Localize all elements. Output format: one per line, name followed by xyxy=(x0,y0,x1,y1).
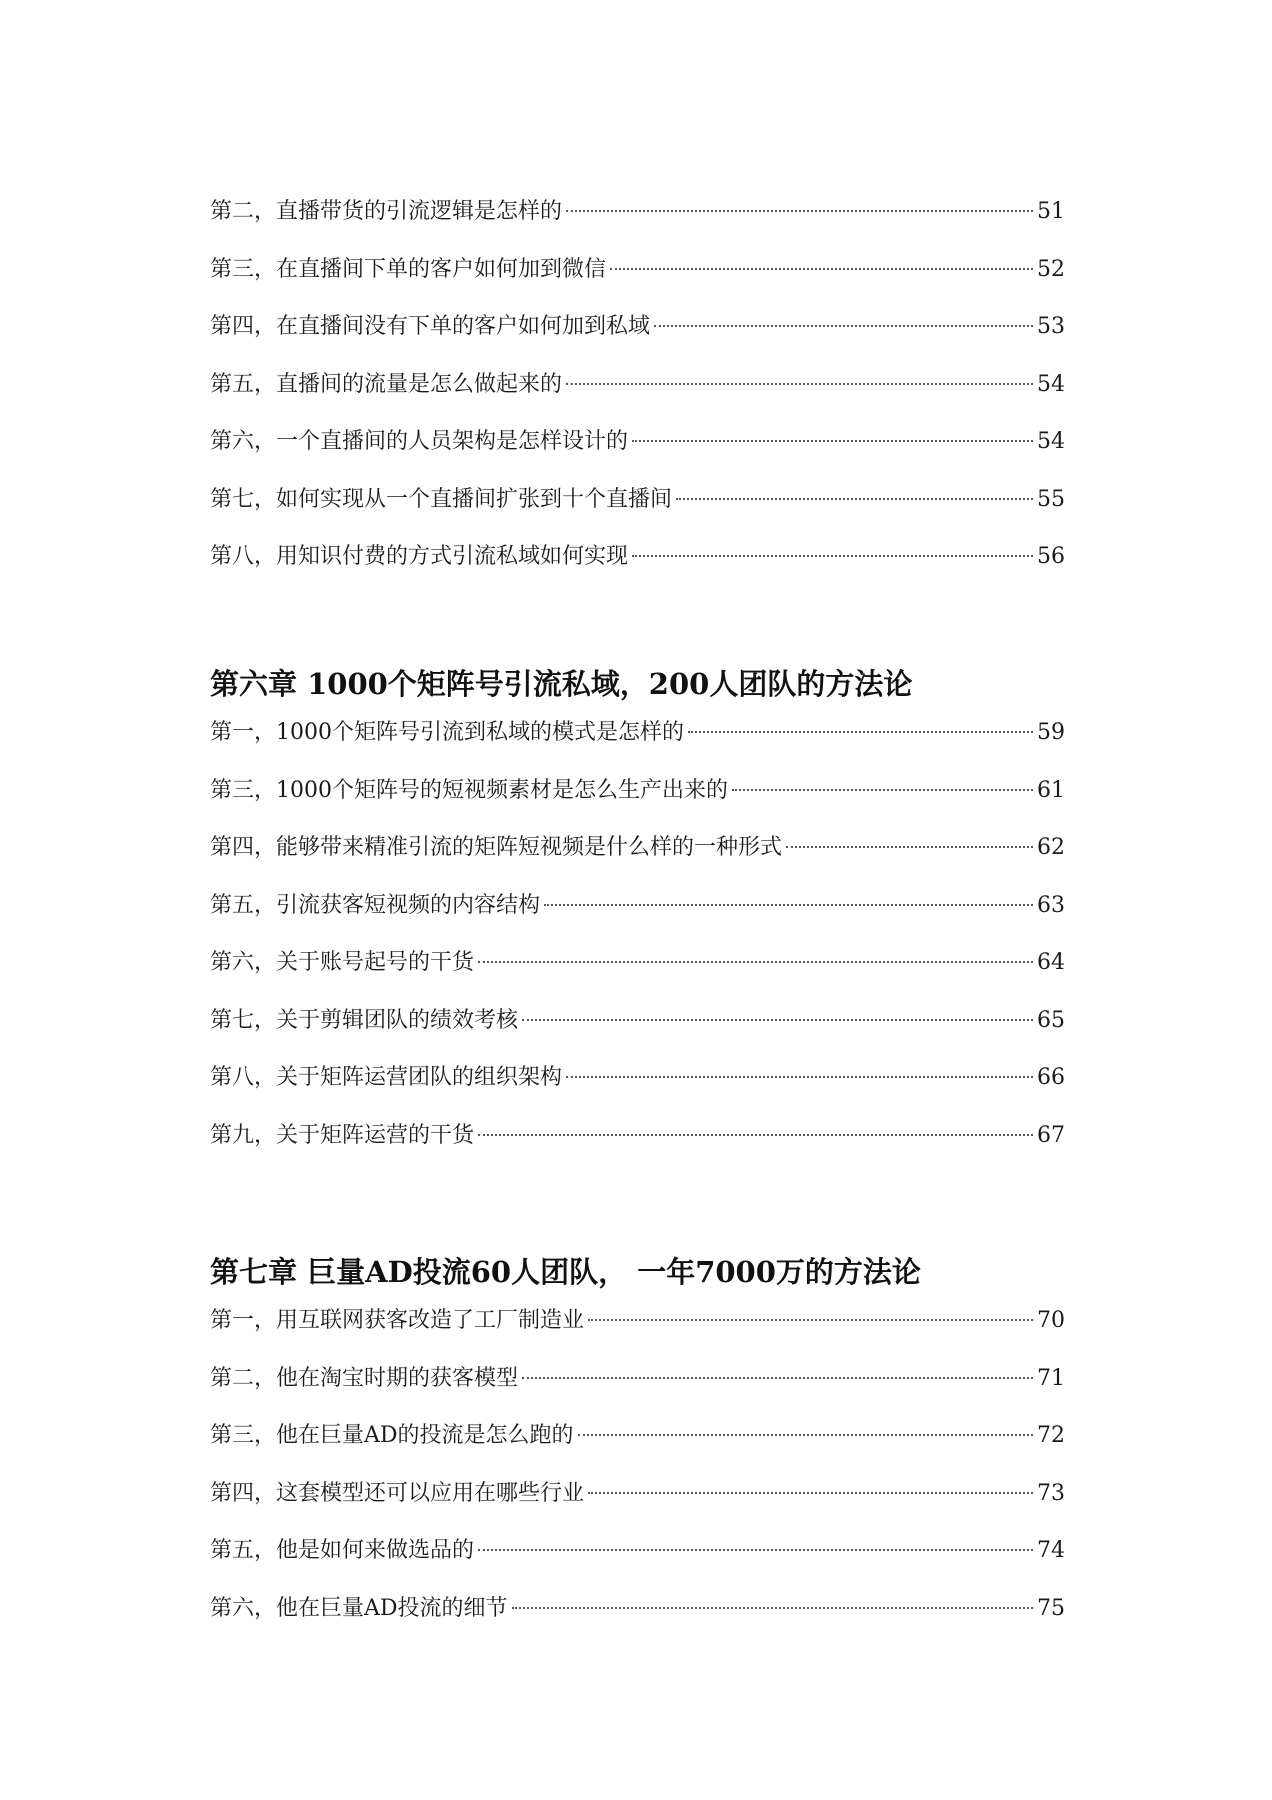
toc-entry[interactable] xyxy=(210,1522,1065,1580)
toc-entry[interactable] xyxy=(210,992,1065,1050)
toc-page-number: 59 xyxy=(1037,720,1065,745)
toc-entry[interactable] xyxy=(210,934,1065,992)
dot-leader xyxy=(786,845,1033,848)
toc-entry-label: 第四，在直播间没有下单的客户如何加到私域 xyxy=(210,314,651,339)
toc-entry-label: 第一，用互联网获客改造了工厂制造业 xyxy=(210,1308,585,1333)
toc-entry-label: 第一，1000个矩阵号引流到私域的模式是怎样的 xyxy=(210,720,684,745)
toc-entry[interactable] xyxy=(210,1049,1065,1107)
toc-entry[interactable] xyxy=(210,298,1065,356)
toc-entry-label: 第八，关于矩阵运营团队的组织架构 xyxy=(210,1065,563,1090)
toc-entry-label: 第五，他是如何来做选品的 xyxy=(210,1538,475,1563)
toc-entry-label: 第三，1000个矩阵号的短视频素材是怎么生产出来的 xyxy=(210,777,728,803)
dot-leader xyxy=(654,324,1033,327)
toc-entry[interactable] xyxy=(210,413,1065,471)
toc-page-number: 67 xyxy=(1037,1122,1065,1148)
toc-entry[interactable] xyxy=(210,528,1065,586)
dot-leader xyxy=(522,1376,1033,1379)
dot-leader xyxy=(632,554,1033,557)
toc-entry[interactable] xyxy=(210,1292,1065,1350)
toc-entry-label: 第二，直播带货的引流逻辑是怎样的 xyxy=(210,199,563,224)
dot-leader xyxy=(522,1018,1033,1021)
chapter-heading[interactable]: 第七章 巨量AD投流60人团队， 一年7000万的方法论 xyxy=(210,1255,921,1289)
toc-entry[interactable] xyxy=(210,704,1065,762)
toc-entry-label: 第三，他在巨量AD的投流是怎么跑的 xyxy=(210,1423,574,1448)
toc-entry-label: 第六，关于账号起号的干货 xyxy=(210,950,475,975)
dot-leader xyxy=(478,1548,1033,1551)
toc-entry[interactable] xyxy=(210,1465,1065,1523)
toc-section-continued xyxy=(210,183,1065,586)
toc-page-number: 62 xyxy=(1037,835,1065,860)
toc-entry[interactable] xyxy=(210,1107,1065,1165)
toc-page-number: 53 xyxy=(1037,314,1065,339)
toc-entry[interactable] xyxy=(210,183,1065,241)
toc-entry-label: 第六，他在巨量AD投流的细节 xyxy=(210,1595,508,1621)
toc-entry-label: 第九，关于矩阵运营的干货 xyxy=(210,1122,475,1148)
toc-entry-label: 第六，一个直播间的人员架构是怎样设计的 xyxy=(210,429,629,454)
toc-section-chapter-6 xyxy=(210,664,1065,1164)
toc-entry[interactable] xyxy=(210,1407,1065,1465)
toc-page-number: 70 xyxy=(1037,1308,1065,1333)
toc-page-number: 72 xyxy=(1037,1423,1065,1448)
toc-page-number: 55 xyxy=(1037,486,1065,512)
dot-leader xyxy=(566,382,1033,385)
toc-entry[interactable] xyxy=(210,471,1065,529)
toc-page-number: 75 xyxy=(1037,1595,1065,1621)
toc-page-number: 74 xyxy=(1037,1538,1065,1563)
dot-leader xyxy=(588,1491,1033,1494)
toc-page-number: 73 xyxy=(1037,1480,1065,1506)
dot-leader xyxy=(610,267,1033,270)
toc-entry-label: 第八，用知识付费的方式引流私域如何实现 xyxy=(210,544,629,569)
dot-leader xyxy=(688,730,1033,733)
dot-leader xyxy=(512,1606,1033,1609)
dot-leader xyxy=(632,439,1033,442)
dot-leader xyxy=(588,1318,1033,1321)
dot-leader xyxy=(732,788,1033,791)
toc-page-number: 54 xyxy=(1037,429,1065,454)
dot-leader xyxy=(478,960,1033,963)
toc-entry-label: 第五，引流获客短视频的内容结构 xyxy=(210,892,541,918)
toc-entry-label: 第四，能够带来精准引流的矩阵短视频是什么样的一种形式 xyxy=(210,835,783,860)
toc-entry[interactable] xyxy=(210,356,1065,414)
toc-page-number: 54 xyxy=(1037,371,1065,397)
toc-entry-label: 第五，直播间的流量是怎么做起来的 xyxy=(210,371,563,397)
toc-page-number: 51 xyxy=(1037,199,1065,224)
toc-entry-label: 第七，关于剪辑团队的绩效考核 xyxy=(210,1007,519,1033)
toc-page-number: 63 xyxy=(1037,892,1065,918)
toc-entry-label: 第七，如何实现从一个直播间扩张到十个直播间 xyxy=(210,486,673,512)
dot-leader xyxy=(478,1133,1033,1136)
toc-page-number: 71 xyxy=(1037,1365,1065,1391)
toc-page-number: 56 xyxy=(1037,544,1065,569)
toc-entry-label: 第三，在直播间下单的客户如何加到微信 xyxy=(210,256,607,282)
toc-page-number: 52 xyxy=(1037,256,1065,282)
toc-entry-label: 第四，这套模型还可以应用在哪些行业 xyxy=(210,1480,585,1506)
toc-entry[interactable] xyxy=(210,1580,1065,1638)
dot-leader xyxy=(566,209,1033,212)
dot-leader xyxy=(566,1075,1033,1078)
toc-entry[interactable] xyxy=(210,241,1065,299)
dot-leader xyxy=(578,1433,1033,1436)
toc-section-chapter-7 xyxy=(210,1252,1065,1637)
toc-entry[interactable] xyxy=(210,762,1065,820)
toc-page-number: 64 xyxy=(1037,950,1065,975)
toc-page-number: 61 xyxy=(1037,777,1065,803)
dot-leader xyxy=(676,497,1033,500)
dot-leader xyxy=(544,903,1033,906)
toc-entry[interactable] xyxy=(210,1350,1065,1408)
toc-page-number: 66 xyxy=(1037,1065,1065,1090)
toc-entry-label: 第二，他在淘宝时期的获客模型 xyxy=(210,1365,519,1391)
toc-entry[interactable] xyxy=(210,877,1065,935)
toc-entry[interactable] xyxy=(210,819,1065,877)
toc-page-number: 65 xyxy=(1037,1007,1065,1033)
chapter-heading[interactable]: 第六章 1000个矩阵号引流私域，200人团队的方法论 xyxy=(210,667,913,701)
